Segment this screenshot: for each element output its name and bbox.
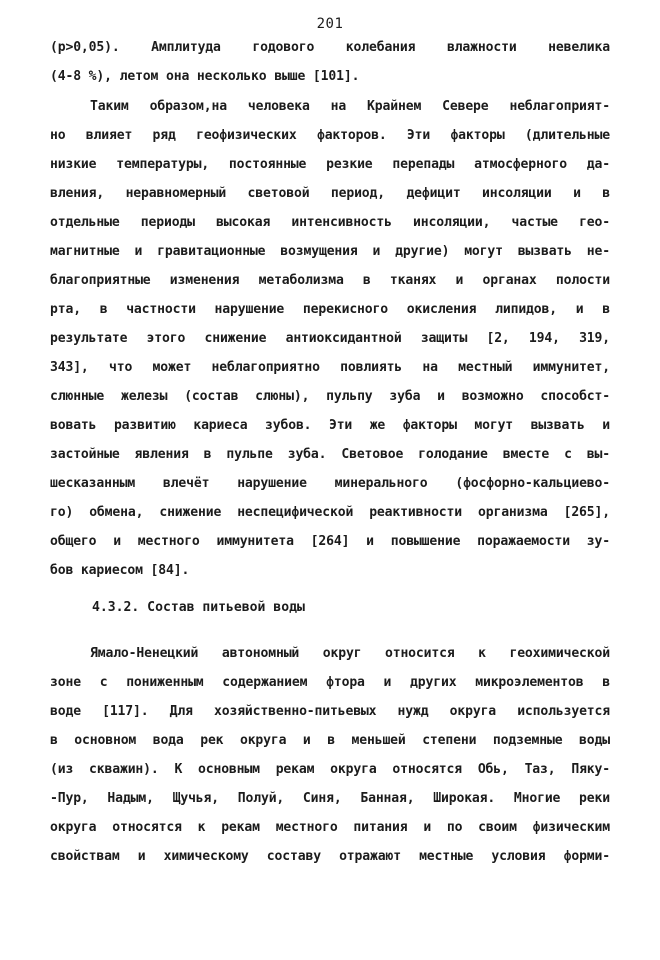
text-line: вления, неравномерный световой период, дефицит инсоляции и в [50,186,610,201]
text-line: вовать развитию кариеса зубов. Эти же факторы могут вызвать и [50,418,610,433]
section-heading: 4.3.2. Состав питьевой воды [92,600,305,615]
text-line: 343], что может неблагоприятно повлиять на местный иммунитет, [50,360,610,375]
text-line: низкие температуры, постоянные резкие перепады атмосферного да- [50,157,610,172]
text-line: округа относятся к рекам местного питания и по своим физическим [50,820,610,835]
text-line: общего и местного иммунитета [264] и повышение поражаемости зу- [50,534,610,549]
text-line: магнитные и гравитационные возмущения и другие) могут вызвать не- [50,244,610,259]
text-line: благоприятные изменения метаболизма в тканях и органах полости [50,273,610,288]
text-line: Таким образом,на человека на Крайнем Севере неблагоприят- [90,99,610,114]
text-line: го) обмена, снижение неспецифической реактивности организма [265], [50,505,610,520]
text-line: в основном вода рек округа и в меньшей степени подземные воды [50,733,610,748]
text-line: бов кариесом [84]. [50,563,190,578]
text-line: (4-8 %), летом она несколько выше [101]. [50,69,360,84]
text-line: результате этого снижение антиоксидантной защиты [2, 194, 319, [50,331,610,346]
text-line: шесказанным влечёт нарушение минерального (фосфорно-кальциево- [50,476,610,491]
text-line: застойные явления в пульпе зуба. Световое голодание вместе с вы- [50,447,610,462]
text-line: но влияет ряд геофизических факторов. Эти факторы (длительные [50,128,610,143]
text-line: зоне с пониженным содержанием фтора и других микроэлементов в [50,675,610,690]
text-line: слюнные железы (состав слюны), пульпу зуба и возможно способст- [50,389,610,404]
text-line: воде [117]. Для хозяйственно-питьевых нужд округа используется [50,704,610,719]
page-number: 201 [316,16,344,32]
text-line: свойствам и химическому составу отражают местные условия форми- [50,849,610,864]
text-line: рта, в частности нарушение перекисного окисления липидов, и в [50,302,610,317]
text-line: Ямало-Ненецкий автономный округ относится к геохимической [90,646,610,661]
text-line: (из скважин). К основным рекам округа относятся Обь, Таз, Пяку- [50,762,610,777]
text-line: -Пур, Надым, Щучья, Полуй, Синя, Банная, Широкая. Многие реки [50,791,610,806]
text-line: (p>0,05). Амплитуда годового колебания влажности невелика [50,40,610,55]
text-line: отдельные периоды высокая интенсивность инсоляции, частые гео- [50,215,610,230]
